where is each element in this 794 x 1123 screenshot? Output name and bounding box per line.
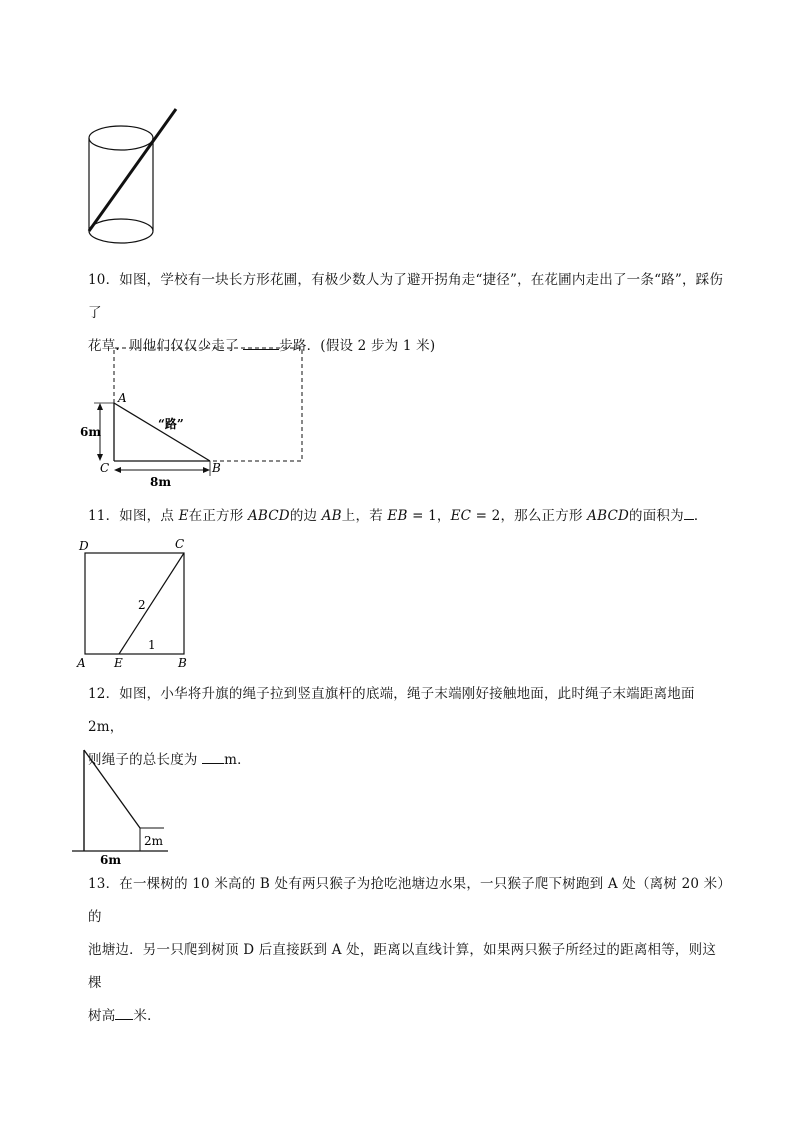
answer-blank-12[interactable] [202, 749, 224, 764]
garden-height-label: 6m [80, 425, 102, 439]
question-10-line-1: 10．如图，学校有一块长方形花圃，有极少数人为了避开拐角走“捷径”，在花圃内走出了一条“路”，踩伤了 [88, 272, 724, 321]
garden-path-label: “路” [158, 417, 184, 431]
square-label-e: E [114, 656, 123, 670]
question-13-line-1: 13．在一棵树的 10 米高的 B 处有两只猴子为抢吃池塘边水果，一只猴子爬下树跑到 A 处（离树 20 米）的 [88, 876, 725, 925]
width-dim-arrow-left [114, 467, 121, 473]
rope-end-height-label: 2m [144, 834, 164, 848]
height-dim-arrow-down [97, 454, 103, 461]
square-label-d: D [79, 539, 89, 553]
square-figure [74, 536, 198, 670]
question-12-line-1: 12．如图，小华将升旗的绳子拉到竖直旗杆的底端，绳子末端刚好接触地面，此时绳子末端距离地面 2m， [88, 686, 695, 735]
square-label-a: A [77, 656, 86, 670]
cylinder-figure [80, 100, 190, 250]
length-ec-label: 2 [138, 598, 146, 612]
question-11-line-1: 11．如图，点 E在正方形 ABCD的边 AB上，若 EB = 1，EC = 2，那么正方形 ABCD的面积为 ． [88, 500, 728, 533]
cylinder-bottom-ellipse [89, 219, 153, 243]
square-label-b: B [178, 656, 187, 670]
square-abcd [85, 553, 184, 654]
garden-dashed-outline [114, 348, 302, 461]
question-10-line-2: 花草．则他们仅仅少走了 步路．(假设 2 步为 1 米) [88, 330, 728, 363]
flagpole-figure [70, 744, 174, 866]
question-13-text [88, 868, 728, 1033]
width-dim-arrow-right [203, 467, 210, 473]
question-11-text [88, 500, 728, 533]
rope [84, 750, 140, 828]
question-13-line-3: 树高 米． [88, 1000, 728, 1033]
garden-label-b: B [212, 461, 221, 475]
question-13-line-2: 池塘边．另一只爬到树顶 D 后直接跃到 A 处，距离以直线计算，如果两只猴子所经过的距离相等，则这棵 [88, 942, 717, 991]
answer-blank-11[interactable] [684, 505, 694, 520]
garden-path-ab [114, 403, 210, 461]
cylinder-top-ellipse [89, 126, 153, 150]
square-label-c: C [175, 537, 185, 551]
length-eb-label: 1 [148, 638, 156, 652]
base-distance-label: 6m [100, 853, 122, 866]
garden-figure [78, 340, 310, 490]
question-12-line-2: 则绳子的总长度为 m． [88, 744, 728, 777]
height-dim-arrow-up [97, 403, 103, 410]
question-12-text [88, 678, 728, 777]
garden-width-label: 8m [150, 475, 172, 489]
garden-label-a: A [118, 391, 127, 405]
answer-blank-13[interactable] [115, 1005, 133, 1020]
garden-label-c: C [100, 461, 110, 475]
